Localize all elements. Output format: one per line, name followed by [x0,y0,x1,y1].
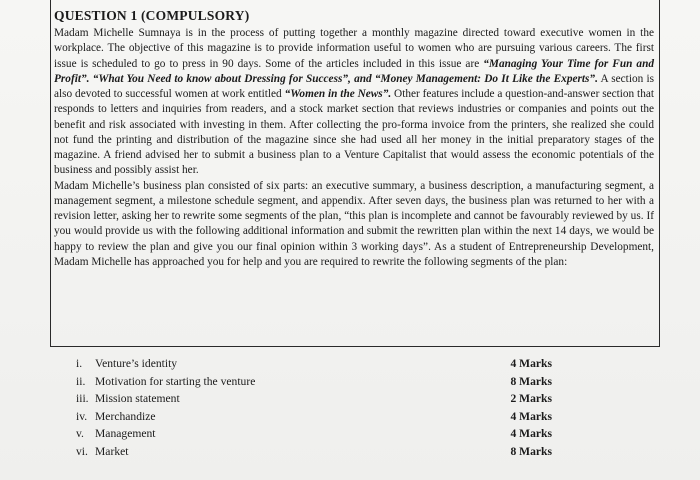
item-marks: 4 Marks [510,409,552,423]
article-title-dressing: “What You Need to know about Dressing for Success”, [92,72,351,85]
item-label: Mission statement [95,392,180,405]
item-label: Merchandize [95,409,156,423]
item-marks: 8 Marks [510,444,552,458]
list-item [76,390,552,408]
paragraph-1-text-e: A section is also devoted to successful women at work entitled [54,72,655,100]
item-label: Market [95,444,129,458]
list-item [76,355,552,373]
article-title-and: and [354,72,372,85]
paragraph-1-text-f: Other features include a question-and-answer section that responds to letters and inquiries from readers, and a stock market section that reviews industries or companies and points out the benefit and risk associated with investing in them. After collecting the pro-forma invoice from the printers, she realized she could not fund the printing and distribution of the magazine since she had used all her money in the initial preparatory stages of the magazine. A friend advised her to submit a business plan to a Venture Capitalist that would assess the economic potentials of the business and possibly assist her. [54,88,654,177]
list-item [76,373,552,391]
item-number: vi. [76,444,88,458]
item-marks: 4 Marks [510,357,552,370]
list-item [76,425,552,443]
list-item [76,443,552,461]
paragraph-2-text: Madam Michelle’s business plan consisted of six parts: an executive summary, a business description, a manufacturing segment, a management segment, a milestone schedule segment, and appendix. After seven days, the business plan was returned to her with a revision letter, asking her to rewrite some segments of the plan, “this plan is incomplete and cannot be favourably reviewed by us. If you would provide us with the following additional information and submit the rewritten plan within the next 14 days, we would be happy to review the plan and give you our final opinion within 3 working days”. As a student of Entrepreneurship Development, Madam Michelle has approached you for help and you are required to rewrite the following segments of the plan: [54,179,654,268]
item-number: i. [76,357,83,370]
question-body [54,26,654,270]
list-item [76,408,552,426]
segments-list [76,355,552,460]
item-number: iii. [76,392,89,405]
item-label: Venture’s identity [95,357,178,370]
item-label: Motivation for starting the venture [95,374,256,388]
item-number: iv. [76,409,88,423]
question-heading: QUESTION 1 (COMPULSORY) [54,8,250,23]
paragraph-1-text-a: Madam Michelle Sumnaya is in the process of putting together a monthly magazine directed toward executive women in the workplace. The objective of this magazine is to provide information useful to women who are pursuing various careers. The first issue is scheduled to go to press in 90 days. Some of the articles included in this issue are [54,27,654,70]
item-marks: 2 Marks [510,392,552,405]
item-marks: 8 Marks [510,374,552,388]
item-number: v. [76,427,84,440]
article-title-money: “Money Management: Do It Like the Experts”. [374,72,598,85]
item-label: Management [95,427,156,440]
item-number: ii. [76,374,86,388]
item-marks: 4 Marks [510,427,552,440]
article-title-time: “Managing Your Time for Fun and Profit”. [54,57,654,85]
section-title-women-news: “Women in the News”. [284,88,392,100]
